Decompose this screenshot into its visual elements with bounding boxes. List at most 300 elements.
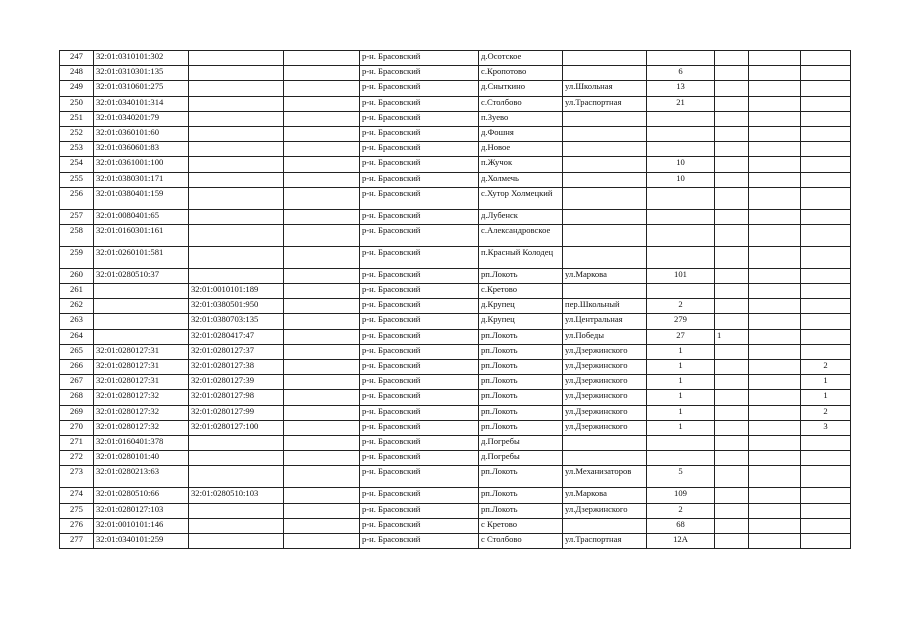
cadastral-number-cell: 32:01:0080401:65 xyxy=(94,209,189,224)
empty-cell xyxy=(284,268,360,283)
street-cell xyxy=(563,284,647,299)
cadastral-number-cell: 32:01:0380401:159 xyxy=(94,187,189,209)
empty-cell xyxy=(284,533,360,548)
region-cell: р-н. Брасовский xyxy=(360,503,479,518)
extra-value-cell xyxy=(749,390,801,405)
apartment-cell xyxy=(801,172,851,187)
cadastral-number-cell: 32:01:0280127:32 xyxy=(94,405,189,420)
table-row xyxy=(60,435,851,450)
house-number-cell: 1 xyxy=(647,360,715,375)
extra-value-cell xyxy=(749,209,801,224)
apartment-cell xyxy=(801,157,851,172)
empty-cell xyxy=(284,96,360,111)
extra-value-cell xyxy=(749,268,801,283)
region-cell: р-н. Брасовский xyxy=(360,284,479,299)
cadastral-number-cell: 32:01:0361001:100 xyxy=(94,157,189,172)
extra-value-cell xyxy=(715,503,749,518)
house-number-cell: 1 xyxy=(647,405,715,420)
region-cell: р-н. Брасовский xyxy=(360,268,479,283)
table-row xyxy=(60,451,851,466)
row-number-cell: 272 xyxy=(60,451,94,466)
extra-value-cell xyxy=(715,435,749,450)
cadastral-number-cell: 32:01:0310301:135 xyxy=(94,66,189,81)
apartment-cell: 2 xyxy=(801,360,851,375)
cadastral-number-cell: 32:01:0280127:103 xyxy=(94,503,189,518)
street-cell xyxy=(563,111,647,126)
extra-value-cell xyxy=(715,390,749,405)
house-number-cell: 1 xyxy=(647,344,715,359)
row-number-cell: 249 xyxy=(60,81,94,96)
house-number-cell xyxy=(647,435,715,450)
house-number-cell: 13 xyxy=(647,81,715,96)
locality-cell: с Столбово xyxy=(479,533,563,548)
linked-cadastral-number-cell xyxy=(189,435,284,450)
linked-cadastral-number-cell xyxy=(189,268,284,283)
row-number-cell: 269 xyxy=(60,405,94,420)
apartment-cell xyxy=(801,126,851,141)
region-cell: р-н. Брасовский xyxy=(360,126,479,141)
table-row xyxy=(60,224,851,246)
extra-value-cell xyxy=(715,224,749,246)
cadastral-number-cell: 32:01:0340201:79 xyxy=(94,111,189,126)
row-number-cell: 268 xyxy=(60,390,94,405)
linked-cadastral-number-cell xyxy=(189,466,284,488)
region-cell: р-н. Брасовский xyxy=(360,405,479,420)
empty-cell xyxy=(284,187,360,209)
row-number-cell: 262 xyxy=(60,299,94,314)
table-row xyxy=(60,329,851,344)
extra-value-cell xyxy=(749,375,801,390)
extra-value-cell xyxy=(715,451,749,466)
extra-value-cell xyxy=(715,81,749,96)
cadastral-number-cell: 32:01:0340101:259 xyxy=(94,533,189,548)
locality-cell: д.Крупец xyxy=(479,314,563,329)
street-cell: ул.Траспортная xyxy=(563,96,647,111)
apartment-cell xyxy=(801,284,851,299)
house-number-cell xyxy=(647,187,715,209)
linked-cadastral-number-cell xyxy=(189,51,284,66)
locality-cell: д.Осотское xyxy=(479,51,563,66)
cadastral-number-cell: 32:01:0340101:314 xyxy=(94,96,189,111)
street-cell xyxy=(563,157,647,172)
locality-cell: д.Новое xyxy=(479,142,563,157)
house-number-cell: 2 xyxy=(647,299,715,314)
row-number-cell: 266 xyxy=(60,360,94,375)
linked-cadastral-number-cell: 32:01:0280127:37 xyxy=(189,344,284,359)
row-number-cell: 251 xyxy=(60,111,94,126)
apartment-cell xyxy=(801,142,851,157)
extra-value-cell xyxy=(749,488,801,503)
empty-cell xyxy=(284,344,360,359)
apartment-cell xyxy=(801,329,851,344)
house-number-cell xyxy=(647,142,715,157)
table-row xyxy=(60,518,851,533)
extra-value-cell xyxy=(749,81,801,96)
table-row xyxy=(60,344,851,359)
extra-value-cell xyxy=(715,314,749,329)
linked-cadastral-number-cell xyxy=(189,96,284,111)
street-cell xyxy=(563,209,647,224)
locality-cell: д.Фошня xyxy=(479,126,563,141)
street-cell: ул.Дзержинского xyxy=(563,344,647,359)
table-row xyxy=(60,96,851,111)
house-number-cell: 1 xyxy=(647,375,715,390)
apartment-cell xyxy=(801,466,851,488)
house-number-cell: 10 xyxy=(647,172,715,187)
table-row xyxy=(60,268,851,283)
row-number-cell: 257 xyxy=(60,209,94,224)
extra-value-cell xyxy=(749,405,801,420)
extra-value-cell xyxy=(715,96,749,111)
extra-value-cell xyxy=(749,299,801,314)
extra-value-cell xyxy=(749,314,801,329)
house-number-cell: 6 xyxy=(647,66,715,81)
apartment-cell xyxy=(801,314,851,329)
table-row xyxy=(60,126,851,141)
cadastral-number-cell: 32:01:0280510:66 xyxy=(94,488,189,503)
street-cell xyxy=(563,518,647,533)
apartment-cell xyxy=(801,246,851,268)
locality-cell: п.Зуево xyxy=(479,111,563,126)
street-cell xyxy=(563,51,647,66)
extra-value-cell xyxy=(715,420,749,435)
empty-cell xyxy=(284,246,360,268)
row-number-cell: 261 xyxy=(60,284,94,299)
apartment-cell xyxy=(801,435,851,450)
linked-cadastral-number-cell: 32:01:0280417:47 xyxy=(189,329,284,344)
street-cell: ул.Механизаторов xyxy=(563,466,647,488)
linked-cadastral-number-cell xyxy=(189,518,284,533)
cadastral-number-cell: 32:01:0360101:60 xyxy=(94,126,189,141)
extra-value-cell xyxy=(715,209,749,224)
locality-cell: д.Холмечь xyxy=(479,172,563,187)
street-cell xyxy=(563,126,647,141)
locality-cell: рп.Локоть xyxy=(479,488,563,503)
apartment-cell xyxy=(801,224,851,246)
locality-cell: рп.Локоть xyxy=(479,375,563,390)
extra-value-cell xyxy=(749,466,801,488)
extra-value-cell xyxy=(715,518,749,533)
empty-cell xyxy=(284,420,360,435)
empty-cell xyxy=(284,435,360,450)
extra-value-cell xyxy=(715,488,749,503)
cadastral-number-cell: 32:01:0310101:302 xyxy=(94,51,189,66)
street-cell: ул.Дзержинского xyxy=(563,503,647,518)
row-number-cell: 270 xyxy=(60,420,94,435)
empty-cell xyxy=(284,299,360,314)
table-row xyxy=(60,420,851,435)
row-number-cell: 250 xyxy=(60,96,94,111)
apartment-cell xyxy=(801,111,851,126)
linked-cadastral-number-cell xyxy=(189,209,284,224)
empty-cell xyxy=(284,126,360,141)
row-number-cell: 265 xyxy=(60,344,94,359)
apartment-cell xyxy=(801,503,851,518)
extra-value-cell xyxy=(749,518,801,533)
linked-cadastral-number-cell: 32:01:0280510:103 xyxy=(189,488,284,503)
street-cell: ул.Дзержинского xyxy=(563,375,647,390)
empty-cell xyxy=(284,405,360,420)
table-row xyxy=(60,299,851,314)
row-number-cell: 273 xyxy=(60,466,94,488)
extra-value-cell xyxy=(715,466,749,488)
cadastral-number-cell xyxy=(94,299,189,314)
extra-value-cell xyxy=(749,142,801,157)
empty-cell xyxy=(284,375,360,390)
region-cell: р-н. Брасовский xyxy=(360,533,479,548)
empty-cell xyxy=(284,81,360,96)
cadastral-number-cell: 32:01:0380301:171 xyxy=(94,172,189,187)
extra-value-cell xyxy=(715,172,749,187)
extra-value-cell xyxy=(749,284,801,299)
locality-cell: д.Крупец xyxy=(479,299,563,314)
linked-cadastral-number-cell: 32:01:0280127:39 xyxy=(189,375,284,390)
locality-cell: рп.Локоть xyxy=(479,344,563,359)
empty-cell xyxy=(284,314,360,329)
linked-cadastral-number-cell xyxy=(189,142,284,157)
street-cell: ул.Маркова xyxy=(563,268,647,283)
house-number-cell xyxy=(647,451,715,466)
house-number-cell xyxy=(647,209,715,224)
linked-cadastral-number-cell: 32:01:0380501:950 xyxy=(189,299,284,314)
linked-cadastral-number-cell xyxy=(189,224,284,246)
house-number-cell: 279 xyxy=(647,314,715,329)
house-number-cell xyxy=(647,51,715,66)
region-cell: р-н. Брасовский xyxy=(360,375,479,390)
linked-cadastral-number-cell: 32:01:0380703:135 xyxy=(189,314,284,329)
extra-value-cell xyxy=(715,142,749,157)
linked-cadastral-number-cell: 32:01:0280127:98 xyxy=(189,390,284,405)
street-cell xyxy=(563,187,647,209)
region-cell: р-н. Брасовский xyxy=(360,81,479,96)
table-row xyxy=(60,360,851,375)
linked-cadastral-number-cell xyxy=(189,172,284,187)
empty-cell xyxy=(284,360,360,375)
empty-cell xyxy=(284,209,360,224)
extra-value-cell xyxy=(749,451,801,466)
region-cell: р-н. Брасовский xyxy=(360,142,479,157)
table-row xyxy=(60,390,851,405)
empty-cell xyxy=(284,224,360,246)
house-number-cell: 12А xyxy=(647,533,715,548)
apartment-cell: 2 xyxy=(801,405,851,420)
street-cell xyxy=(563,224,647,246)
region-cell: р-н. Брасовский xyxy=(360,314,479,329)
house-number-cell: 27 xyxy=(647,329,715,344)
locality-cell: п.Жучок xyxy=(479,157,563,172)
street-cell xyxy=(563,142,647,157)
cadastral-number-cell: 32:01:0280213:63 xyxy=(94,466,189,488)
house-number-cell xyxy=(647,126,715,141)
region-cell: р-н. Брасовский xyxy=(360,51,479,66)
empty-cell xyxy=(284,488,360,503)
extra-value-cell xyxy=(715,111,749,126)
apartment-cell xyxy=(801,81,851,96)
cadastral-number-cell xyxy=(94,284,189,299)
row-number-cell: 254 xyxy=(60,157,94,172)
row-number-cell: 264 xyxy=(60,329,94,344)
extra-value-cell xyxy=(715,360,749,375)
extra-value-cell xyxy=(749,187,801,209)
locality-cell: рп.Локоть xyxy=(479,420,563,435)
row-number-cell: 275 xyxy=(60,503,94,518)
table-row xyxy=(60,488,851,503)
apartment-cell xyxy=(801,488,851,503)
apartment-cell xyxy=(801,96,851,111)
region-cell: р-н. Брасовский xyxy=(360,390,479,405)
row-number-cell: 267 xyxy=(60,375,94,390)
row-number-cell: 256 xyxy=(60,187,94,209)
cadastral-number-cell: 32:01:0360601:83 xyxy=(94,142,189,157)
extra-value-cell xyxy=(715,126,749,141)
empty-cell xyxy=(284,329,360,344)
row-number-cell: 260 xyxy=(60,268,94,283)
apartment-cell xyxy=(801,187,851,209)
apartment-cell xyxy=(801,66,851,81)
row-number-cell: 247 xyxy=(60,51,94,66)
extra-value-cell xyxy=(715,51,749,66)
extra-value-cell xyxy=(749,126,801,141)
apartment-cell xyxy=(801,451,851,466)
region-cell: р-н. Брасовский xyxy=(360,420,479,435)
table-row xyxy=(60,533,851,548)
street-cell: ул.Дзержинского xyxy=(563,420,647,435)
table-row xyxy=(60,466,851,488)
table-row xyxy=(60,187,851,209)
empty-cell xyxy=(284,51,360,66)
extra-value-cell xyxy=(749,96,801,111)
linked-cadastral-number-cell xyxy=(189,503,284,518)
region-cell: р-н. Брасовский xyxy=(360,224,479,246)
apartment-cell xyxy=(801,51,851,66)
extra-value-cell xyxy=(749,503,801,518)
empty-cell xyxy=(284,518,360,533)
empty-cell xyxy=(284,157,360,172)
extra-value-cell xyxy=(715,284,749,299)
locality-cell: с.Кретово xyxy=(479,284,563,299)
extra-value-cell xyxy=(715,187,749,209)
house-number-cell: 101 xyxy=(647,268,715,283)
region-cell: р-н. Брасовский xyxy=(360,66,479,81)
cadastral-number-cell: 32:01:0280101:40 xyxy=(94,451,189,466)
locality-cell: рп.Локоть xyxy=(479,405,563,420)
extra-value-cell xyxy=(749,420,801,435)
extra-value-cell: 1 xyxy=(715,329,749,344)
row-number-cell: 263 xyxy=(60,314,94,329)
cadastral-number-cell: 32:01:0280127:31 xyxy=(94,375,189,390)
house-number-cell: 2 xyxy=(647,503,715,518)
empty-cell xyxy=(284,503,360,518)
linked-cadastral-number-cell: 32:01:0280127:99 xyxy=(189,405,284,420)
street-cell xyxy=(563,451,647,466)
locality-cell: д.Погребы xyxy=(479,435,563,450)
extra-value-cell xyxy=(715,299,749,314)
linked-cadastral-number-cell xyxy=(189,533,284,548)
cadastral-number-cell xyxy=(94,329,189,344)
row-number-cell: 274 xyxy=(60,488,94,503)
cadastral-number-cell xyxy=(94,314,189,329)
extra-value-cell xyxy=(715,157,749,172)
region-cell: р-н. Брасовский xyxy=(360,360,479,375)
house-number-cell xyxy=(647,284,715,299)
cadastral-number-cell: 32:01:0310601:275 xyxy=(94,81,189,96)
empty-cell xyxy=(284,466,360,488)
locality-cell: с.Хутор Холмецкий xyxy=(479,187,563,209)
linked-cadastral-number-cell xyxy=(189,246,284,268)
region-cell: р-н. Брасовский xyxy=(360,344,479,359)
table-row xyxy=(60,66,851,81)
table-row xyxy=(60,111,851,126)
street-cell: ул.Победы xyxy=(563,329,647,344)
house-number-cell xyxy=(647,246,715,268)
cadastral-number-cell: 32:01:0260101:581 xyxy=(94,246,189,268)
extra-value-cell xyxy=(749,224,801,246)
region-cell: р-н. Брасовский xyxy=(360,518,479,533)
locality-cell: д.Сныткино xyxy=(479,81,563,96)
house-number-cell: 68 xyxy=(647,518,715,533)
row-number-cell: 255 xyxy=(60,172,94,187)
house-number-cell xyxy=(647,224,715,246)
linked-cadastral-number-cell: 32:01:0280127:100 xyxy=(189,420,284,435)
locality-cell: д.Погребы xyxy=(479,451,563,466)
house-number-cell: 109 xyxy=(647,488,715,503)
locality-cell: д.Лубенск xyxy=(479,209,563,224)
apartment-cell xyxy=(801,344,851,359)
table-row xyxy=(60,157,851,172)
locality-cell: с.Столбово xyxy=(479,96,563,111)
street-cell xyxy=(563,66,647,81)
extra-value-cell xyxy=(715,66,749,81)
region-cell: р-н. Брасовский xyxy=(360,466,479,488)
empty-cell xyxy=(284,390,360,405)
cadastral-number-cell: 32:01:0280127:31 xyxy=(94,344,189,359)
locality-cell: рп.Локоть xyxy=(479,466,563,488)
house-number-cell: 10 xyxy=(647,157,715,172)
locality-cell: с Кретово xyxy=(479,518,563,533)
apartment-cell xyxy=(801,533,851,548)
cadastral-number-cell: 32:01:0010101:146 xyxy=(94,518,189,533)
street-cell: пер.Школьный xyxy=(563,299,647,314)
house-number-cell: 1 xyxy=(647,390,715,405)
linked-cadastral-number-cell xyxy=(189,187,284,209)
extra-value-cell xyxy=(715,344,749,359)
empty-cell xyxy=(284,172,360,187)
table-row xyxy=(60,51,851,66)
region-cell: р-н. Брасовский xyxy=(360,488,479,503)
table-row xyxy=(60,172,851,187)
region-cell: р-н. Брасовский xyxy=(360,435,479,450)
extra-value-cell xyxy=(749,172,801,187)
table-row xyxy=(60,81,851,96)
apartment-cell xyxy=(801,299,851,314)
street-cell: ул.Маркова xyxy=(563,488,647,503)
extra-value-cell xyxy=(749,111,801,126)
street-cell xyxy=(563,246,647,268)
street-cell: ул.Дзержинского xyxy=(563,405,647,420)
table-row xyxy=(60,284,851,299)
table-row xyxy=(60,246,851,268)
cadastral-number-cell: 32:01:0280127:32 xyxy=(94,420,189,435)
extra-value-cell xyxy=(749,435,801,450)
cadastral-number-cell: 32:01:0160401:378 xyxy=(94,435,189,450)
apartment-cell: 1 xyxy=(801,375,851,390)
extra-value-cell xyxy=(715,375,749,390)
street-cell xyxy=(563,172,647,187)
linked-cadastral-number-cell xyxy=(189,126,284,141)
house-number-cell: 5 xyxy=(647,466,715,488)
locality-cell: рп.Локоть xyxy=(479,503,563,518)
row-number-cell: 277 xyxy=(60,533,94,548)
